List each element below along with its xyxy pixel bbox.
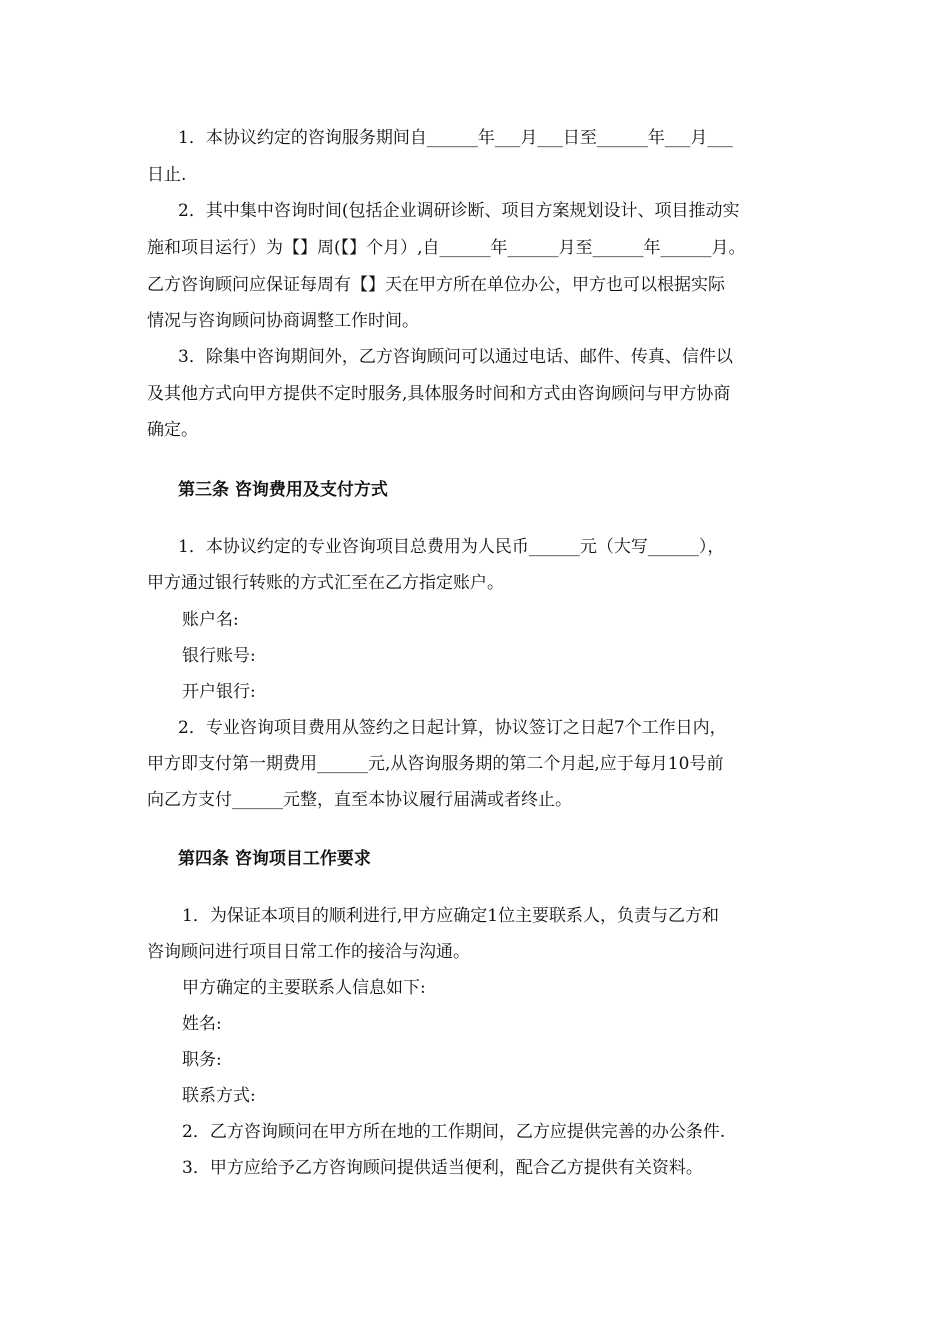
field-label: 开户银行:	[182, 682, 256, 702]
paragraph-line: 甲方即支付第一期费用______元,从咨询服务期的第二个月起,应于每月10号前	[147, 754, 724, 774]
section-heading: 第四条 咨询项目工作要求	[178, 849, 371, 869]
paragraph-line: 2．专业咨询项目费用从签约之日起计算，协议签订之日起7个工作日内，	[178, 718, 727, 738]
field-label: 银行账号:	[182, 646, 256, 666]
paragraph-line: 1．为保证本项目的顺利进行,甲方应确定1位主要联系人，负责与乙方和	[182, 906, 720, 926]
paragraph-line: 甲方通过银行转账的方式汇至在乙方指定账户。	[147, 573, 504, 593]
paragraph-line: 甲方确定的主要联系人信息如下:	[182, 978, 426, 998]
paragraph-line: 2．其中集中咨询时间(包括企业调研诊断、项目方案规划设计、项目推动实	[178, 201, 740, 221]
field-label: 职务:	[182, 1050, 222, 1070]
paragraph-line: 及其他方式向甲方提供不定时服务,具体服务时间和方式由咨询顾问与甲方协商	[147, 384, 731, 404]
paragraph-line: 情况与咨询顾问协商调整工作时间。	[147, 311, 419, 331]
section-heading: 第三条 咨询费用及支付方式	[178, 480, 388, 500]
paragraph-line: 确定。	[147, 420, 198, 440]
paragraph-line: 乙方咨询顾问应保证每周有【】天在甲方所在单位办公，甲方也可以根据实际	[147, 275, 725, 295]
paragraph-line: 1．本协议约定的咨询服务期间自______年___月___日至______年___月___	[178, 128, 733, 148]
paragraph-line: 2．乙方咨询顾问在甲方所在地的工作期间，乙方应提供完善的办公条件.	[182, 1122, 726, 1142]
paragraph-line: 咨询顾问进行项目日常工作的接洽与沟通。	[147, 942, 470, 962]
paragraph-line: 日止.	[147, 165, 187, 185]
field-label: 联系方式:	[182, 1086, 256, 1106]
paragraph-line: 3．除集中咨询期间外，乙方咨询顾问可以通过电话、邮件、传真、信件以	[178, 347, 733, 367]
field-label: 账户名:	[182, 610, 239, 630]
paragraph-line: 1．本协议约定的专业咨询项目总费用为人民币______元（大写______），	[178, 537, 725, 557]
paragraph-line: 施和项目运行）为【】周(【】个月）,自______年______月至______年______月。	[147, 238, 746, 258]
paragraph-line: 向乙方支付______元整，直至本协议履行届满或者终止。	[147, 790, 572, 810]
field-label: 姓名:	[182, 1014, 222, 1034]
paragraph-line: 3．甲方应给予乙方咨询顾问提供适当便利，配合乙方提供有关资料。	[182, 1158, 703, 1178]
